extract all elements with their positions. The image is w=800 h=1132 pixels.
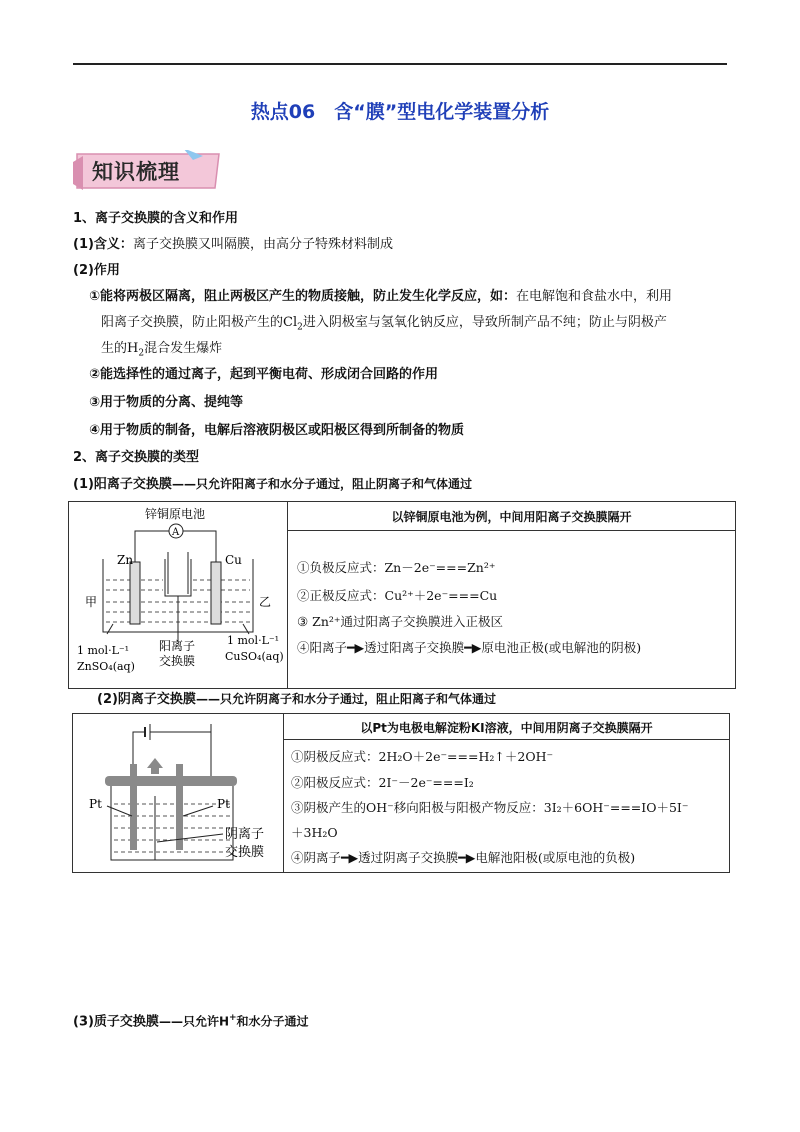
subscript: 2	[138, 348, 145, 359]
cation-line-3: ③ Zn²⁺通过阳离子交换膜进入正极区	[297, 614, 504, 629]
cation-membrane-desc: ——只允许阳离子和水分子通过，阻止阴离子和气体通过	[171, 477, 472, 491]
anion-membrane-label: (2)阴离子交换膜	[97, 692, 196, 707]
role-point-1-line3	[101, 340, 222, 363]
anion-line-4c: 电解池阳极(或原电池的负极)	[475, 850, 636, 865]
zinc-copper-cell-diagram	[73, 504, 285, 686]
page-title: 热点06 含“膜”型电化学装置分析	[250, 101, 550, 123]
anion-line-1: ①阴极反应式：2H₂O＋2e⁻===H₂↑＋2OH⁻	[291, 749, 554, 764]
cation-line-4c: 原电池正极(或电解池的阴极)	[481, 640, 642, 655]
header-rule	[73, 63, 727, 65]
left-concentration: 1 mol·L⁻¹	[77, 644, 130, 657]
cation-line-4	[297, 638, 641, 656]
table-divider	[284, 739, 729, 740]
zn-label: Zn	[117, 553, 134, 567]
subscript: 2	[297, 322, 303, 333]
superscript: +	[228, 1013, 237, 1023]
membrane-label-2: 交换膜	[159, 654, 196, 668]
ammeter-label: A	[172, 527, 180, 538]
pt-electrode-right	[176, 764, 183, 850]
anion-line-3b: ＋3H₂O	[291, 825, 338, 840]
role-point-1-text: 在电解饱和食盐水中，利用	[516, 289, 673, 304]
section-1-heading: 1、离子交换膜的含义和作用	[73, 211, 239, 226]
arrow-right-icon: ━▶	[458, 850, 476, 865]
cation-line-2: ②正极反应式：Cu²⁺＋2e⁻===Cu	[297, 588, 498, 603]
definition-line	[73, 236, 393, 254]
anion-line-2: ②阳极反应式：2I⁻－2e⁻===I₂	[291, 775, 474, 790]
right-concentration: 1 mol·L⁻¹	[227, 634, 280, 647]
arrow-right-icon: ━▶	[464, 640, 482, 655]
left-solution: ZnSO₄(aq)	[77, 660, 135, 673]
pt-left-label: Pt	[89, 797, 102, 811]
cation-table-header: 以锌铜原电池为例，中间用阳离子交换膜隔开	[391, 510, 632, 524]
section-2-heading: 2、离子交换膜的类型	[73, 450, 200, 465]
role-point-1-line2	[101, 314, 667, 337]
role-label: (2)作用	[73, 263, 120, 278]
arrow-right-icon: ━▶	[341, 850, 359, 865]
anion-line-3: ③阴极产生的OH⁻移向阳极与阳极产物反应：3I₂＋6OH⁻===IO＋5I⁻	[291, 800, 689, 815]
definition-label: (1)含义：	[73, 237, 133, 252]
role-point-2: ②能选择性的通过离子，起到平衡电荷、形成闭合回路的作用	[89, 367, 439, 382]
cation-line-1: ①负极反应式：Zn－2e⁻===Zn²⁺	[297, 560, 496, 575]
role-point-1	[89, 288, 672, 306]
cation-membrane-line	[73, 475, 472, 494]
anion-table-header: 以Pt为电极电解淀粉KI溶液，中间用阴离子交换膜隔开	[360, 721, 653, 735]
role-point-4: ④用于物质的制备，电解后溶液阴极区或阳极区得到所制备的物质	[89, 423, 465, 438]
membrane-label-2: 交换膜	[225, 845, 265, 860]
anion-table	[72, 713, 730, 873]
role-point-1-line2b: 进入阴极室与氢氧化钠反应，导致所制产品不纯；防止与阴极产	[302, 315, 667, 330]
copper-electrode	[211, 562, 221, 624]
proton-membrane-label: (3)质子交换膜	[73, 1014, 159, 1030]
cu-label: Cu	[225, 553, 242, 567]
zinc-electrode	[130, 562, 140, 624]
role-point-3: ③用于物质的分离、提纯等	[89, 395, 244, 410]
membrane-label-1: 阳离子	[159, 639, 196, 653]
definition-text: 离子交换膜又叫隔膜，由高分子特殊材料制成	[132, 237, 393, 252]
cation-line-4a: ④阳离子	[297, 640, 348, 655]
electrolysis-cell-diagram	[77, 716, 281, 870]
role-point-1-line2a: 阳离子交换膜，防止阳极产生的Cl	[101, 315, 298, 330]
yi-label: 乙	[259, 595, 272, 609]
proton-membrane-desc-a: ——只允许H	[158, 1014, 229, 1029]
role-point-1-line3a: 生的H	[101, 341, 139, 356]
table-divider	[288, 530, 735, 531]
cation-line-4b: 透过阳离子交换膜	[364, 640, 465, 655]
pt-right-label: Pt	[217, 797, 230, 811]
cation-membrane-label: (1)阳离子交换膜	[73, 477, 172, 492]
role-point-1-line3b: 混合发生爆炸	[144, 341, 223, 356]
jia-label: 甲	[85, 595, 98, 609]
badge-label: 知识梳理	[92, 159, 180, 184]
role-point-1-bold: ①能将两极区隔离，阻止两极区产生的物质接触，防止发生化学反应，如：	[89, 289, 517, 304]
anion-membrane-desc: ——只允许阴离子和水分子通过，阻止阳离子和气体通过	[195, 692, 496, 706]
right-solution: CuSO₄(aq)	[225, 650, 284, 663]
anion-line-4b: 透过阴离子交换膜	[358, 850, 459, 865]
cell-lid	[105, 776, 237, 786]
arrow-right-icon: ━▶	[347, 640, 365, 655]
gas-arrow-icon	[147, 758, 163, 774]
table-divider	[283, 714, 284, 872]
diagram-title: 锌铜原电池	[145, 507, 206, 521]
pt-electrode-left	[130, 764, 137, 850]
anion-line-4	[291, 848, 635, 866]
proton-membrane-desc-b: 和水分子通过	[236, 1014, 309, 1029]
section-badge	[73, 150, 223, 192]
proton-membrane-line	[73, 1009, 309, 1031]
anion-membrane-line	[97, 690, 496, 709]
anion-line-4a: ④阴离子	[291, 850, 342, 865]
cation-table	[68, 501, 736, 689]
membrane-label-1: 阴离子	[225, 827, 265, 842]
